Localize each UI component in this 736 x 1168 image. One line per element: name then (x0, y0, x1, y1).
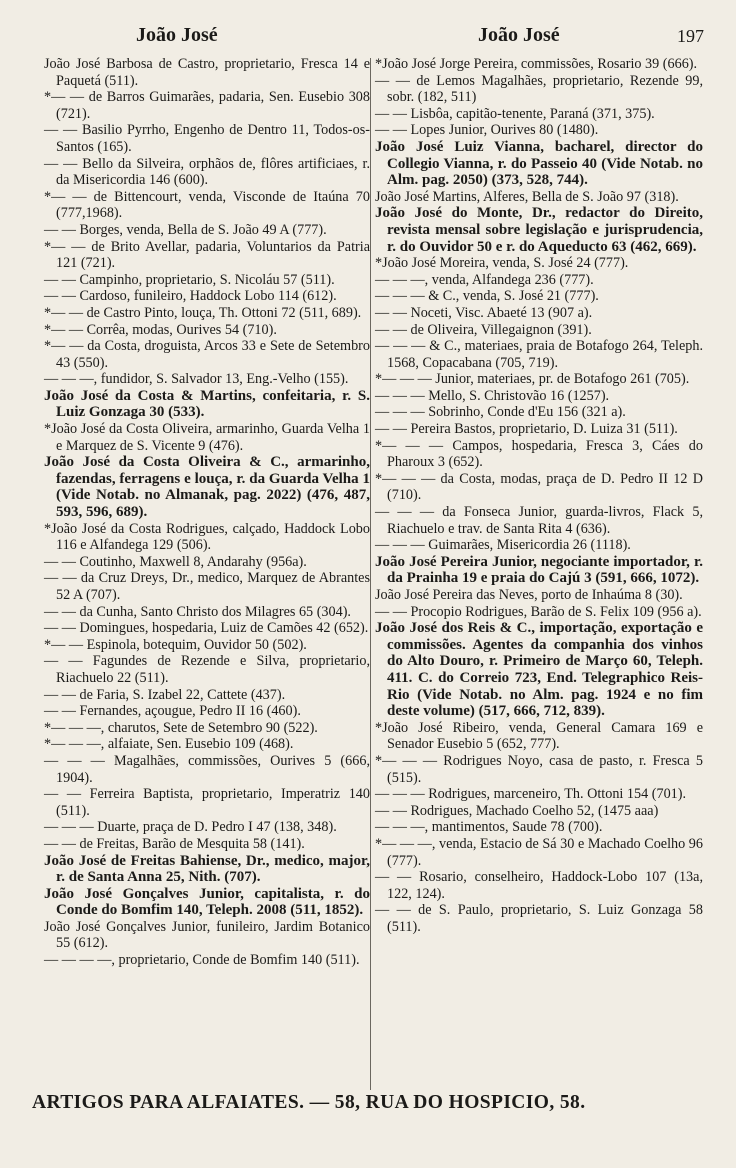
directory-entry: *— — Espinola, botequim, Ouvidor 50 (502). (44, 636, 307, 653)
directory-entry: *— — —, alfaiate, Sen. Eusebio 109 (468). (44, 736, 294, 753)
directory-entry: João José Gonçalves Junior, funileiro, Jardim Botanico 55 (612). (44, 918, 370, 952)
directory-entry: — — —, fundidor, S. Salvador 13, Eng.-Velho (155). (44, 371, 349, 388)
column-divider (370, 58, 371, 1090)
directory-entry: João José Pereira das Neves, porto de Inhaúma 8 (30). (375, 587, 683, 603)
directory-entry: — — Domingues, hospedaria, Luiz de Camões 42 (652). (44, 620, 369, 637)
directory-entry: — — — da Fonseca Junior, guarda-livros, Flack 5, Riachuelo e trav. de Santa Rita 4 (636). (375, 504, 703, 537)
directory-entry: — — Borges, venda, Bella de S. João 49 A (777). (44, 221, 327, 238)
directory-entry: — — — Mello, S. Christovão 16 (1257). (375, 387, 610, 404)
directory-entry: — — —, mantimentos, Saude 78 (700). (375, 819, 603, 836)
page-number: 197 (677, 26, 704, 46)
directory-entry: — — Lopes Junior, Ourives 80 (1480). (375, 122, 599, 139)
directory-entry: — — — Guimarães, Misericordia 26 (1118). (375, 537, 631, 554)
directory-entry: João José Gonçalves Junior, capitalista, r. do Conde do Bomfim 140, Teleph. 2008 (511, 1852). (44, 885, 370, 919)
directory-entry: — — de Freitas, Barão de Mesquita 58 (141). (44, 835, 305, 852)
directory-entry: — — — —, proprietario, Conde de Bomfim 140 (511). (44, 952, 360, 969)
directory-entry: *— — —, charutos, Sete de Setembro 90 (522). (44, 719, 318, 736)
right-column (375, 56, 703, 935)
directory-entry: — — Bello da Silveira, orphãos de, flôres artificiaes, r. da Misericordia 146 (600). (44, 155, 370, 189)
directory-entry: — — Cardoso, funileiro, Haddock Lobo 114 (612). (44, 288, 337, 305)
directory-entry: — — —, venda, Alfandega 236 (777). (375, 271, 594, 288)
directory-entry: — — Lisbôa, capitão-tenente, Paraná (371, 375). (375, 105, 655, 122)
directory-entry: — — — Rodrigues, marceneiro, Th. Ottoni 154 (701). (375, 786, 687, 803)
directory-entry: — — da Cruz Dreys, Dr., medico, Marquez de Abrantes 52 A (707). (44, 570, 370, 603)
directory-entry: — — Pereira Bastos, proprietario, D. Luiza 31 (511). (375, 421, 678, 438)
footer-advertisement: ARTIGOS PARA ALFAIATES. — 58, RUA DO HOSPICIO, 58. (32, 1092, 586, 1113)
directory-entry: *— — — Rodrigues Noyo, casa de pasto, r. Fresca 5 (515). (375, 752, 703, 786)
directory-entry: — — — Sobrinho, Conde d'Eu 156 (321 a). (375, 404, 626, 421)
directory-entry: — — de Faria, S. Izabel 22, Cattete (437). (44, 686, 286, 703)
directory-entry: — — — Magalhães, commissões, Ourives 5 (666, 1904). (44, 752, 370, 786)
directory-entry: *— — da Costa, droguista, Arcos 33 e Sete de Setembro 43 (550). (44, 338, 370, 371)
directory-entry: *João José Moreira, venda, S. José 24 (777). (375, 255, 629, 272)
directory-entry: *— — Corrêa, modas, Ourives 54 (710). (44, 321, 277, 338)
directory-entry: — — — & C., materiaes, praia de Botafogo 264, Teleph. 1568, Copacabana (705, 719). (375, 338, 703, 371)
directory-entry: *João José da Costa Rodrigues, calçado, Haddock Lobo 116 e Alfandega 129 (506). (44, 520, 370, 554)
directory-entry: João José Luiz Vianna, bacharel, director do Collegio Vianna, r. do Passeio 40 (Vide Notab. no Alm. pag. 2050) (373, 528, 744). (375, 138, 703, 189)
directory-entry: — — Fagundes de Rezende e Silva, proprietario, Riachuelo 22 (511). (44, 653, 370, 686)
directory-entry: — — Rodrigues, Machado Coelho 52, (1475 aaa) (375, 802, 659, 819)
directory-entry: João José Pereira Junior, negociante importador, r. da Prainha 19 e praia do Cajú 3 (591, 666, 1072). (375, 553, 703, 587)
directory-entry: João José da Costa & Martins, confeitaria, r. S. Luiz Gonzaga 30 (533). (44, 387, 370, 421)
directory-entry: *— — — da Costa, modas, praça de D. Pedro II 12 D (710). (375, 470, 703, 504)
directory-entry: — — de Lemos Magalhães, proprietario, Rezende 99, sobr. (182, 511) (375, 72, 703, 106)
directory-entry: — — Procopio Rodrigues, Barão de S. Felix 109 (956 a). (375, 603, 702, 620)
directory-entry: *— — de Castro Pinto, louça, Th. Ottoni 72 (511, 689). (44, 304, 362, 321)
directory-entry: — — da Cunha, Santo Christo dos Milagres 65 (304). (44, 603, 351, 620)
directory-entry: — — de S. Paulo, proprietario, S. Luiz Gonzaga 58 (511). (375, 902, 703, 935)
directory-entry: — — Noceti, Visc. Abaeté 13 (907 a). (375, 304, 593, 321)
directory-entry: — — Coutinho, Maxwell 8, Andarahy (956a). (44, 553, 307, 570)
directory-entry: — — Rosario, conselheiro, Haddock-Lobo 107 (13a, 122, 124). (375, 869, 703, 902)
running-head-right: João José (478, 24, 560, 46)
directory-entry: *— — de Barros Guimarães, padaria, Sen. Eusebio 308 (721). (44, 89, 370, 122)
directory-entry: — — Fernandes, açougue, Pedro II 16 (460). (44, 703, 301, 720)
directory-entry: *João José Ribeiro, venda, General Camara 169 e Senador Eusebio 5 (652, 777). (375, 719, 703, 753)
directory-entry: *— — de Bittencourt, venda, Visconde de Itaúna 70 (777,1968). (44, 188, 370, 222)
directory-entry: João José Martins, Alferes, Bella de S. João 97 (318). (375, 188, 679, 205)
directory-entry: João José dos Reis & C., importação, exportação e commissões. Agentes da companhia dos vinhos do Alto Douro, r. Primeiro de Março 60, Teleph. 411. C. do Correio 723, End. Telegraphico Reis-Rio (Vide Notab. no Alm. pag. 1924 e no fim deste volume) (517, 666, 712, 839). (375, 620, 703, 720)
directory-entry: *João José Jorge Pereira, commissões, Rosario 39 (666). (375, 56, 698, 72)
directory-entry: — — Basilio Pyrrho, Engenho de Dentro 11, Todos-os-Santos (165). (44, 122, 370, 155)
directory-entry: João José da Costa Oliveira & C., armarinho, fazendas, ferragens e louça, r. da Guarda Velha 1 (Vide Notab. no Almanak, pag. 2022) (476, 487, 593, 596, 689). (44, 454, 370, 521)
directory-entry: *João José da Costa Oliveira, armarinho, Guarda Velha 1 e Marquez de S. Vicente 9 (476). (44, 421, 370, 454)
directory-entry: *— — — Campos, hospedaria, Fresca 3, Cáes do Pharoux 3 (652). (375, 437, 703, 471)
directory-entry: João José Barbosa de Castro, proprietario, Fresca 14 e Paquetá (511). (44, 56, 370, 89)
directory-entry: — — de Oliveira, Villegaignon (391). (375, 321, 592, 338)
directory-entry: — — Campinho, proprietario, S. Nicoláu 57 (511). (44, 271, 335, 288)
running-head-left: João José (136, 24, 218, 46)
directory-entry: *— — — Junior, materiaes, pr. de Botafogo 261 (705). (375, 371, 690, 388)
directory-entry: — — — & C., venda, S. José 21 (777). (375, 288, 599, 305)
directory-entry: *— — —, venda, Estacio de Sá 30 e Machado Coelho 96 (777). (375, 835, 703, 869)
directory-entry: *— — de Brito Avellar, padaria, Voluntarios da Patria 121 (721). (44, 238, 370, 272)
directory-entry: — — — Duarte, praça de D. Pedro I 47 (138, 348). (44, 819, 337, 836)
directory-entry: João José de Freitas Bahiense, Dr., medico, major, r. de Santa Anna 25, Nith. (707). (44, 852, 370, 886)
directory-entry: — — Ferreira Baptista, proprietario, Imperatriz 140 (511). (44, 786, 370, 819)
directory-entry: João José do Monte, Dr., redactor do Direito, revista mensal sobre legislação e jurisprudencia, r. do Ouvidor 50 e r. do Aqueducto 63 (462, 669). (375, 205, 703, 255)
left-column (44, 56, 370, 969)
